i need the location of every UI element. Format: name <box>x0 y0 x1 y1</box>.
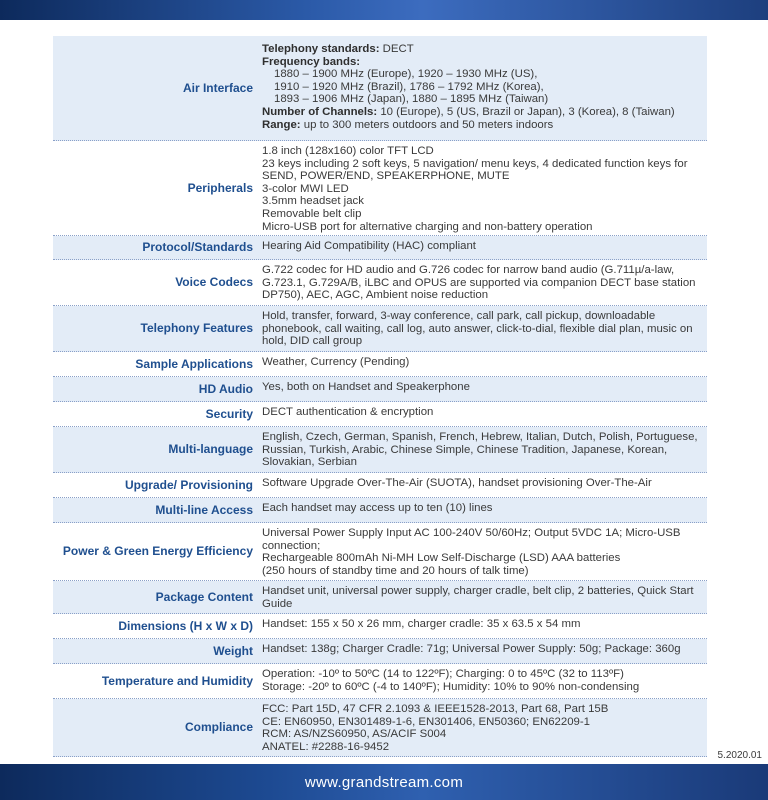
version-number: 5.2020.01 <box>717 750 762 761</box>
range-value: up to 300 meters outdoors and 50 meters indoors <box>300 118 554 131</box>
spec-value: Each handset may access up to ten (10) lines <box>262 502 493 514</box>
top-banner <box>0 0 768 20</box>
spec-row-voice-codecs <box>53 260 707 306</box>
band-line: 1880 – 1900 MHz (Europe), 1920 – 1930 MHz (US), <box>274 68 538 81</box>
spec-row-temperature <box>53 664 707 699</box>
spec-row-multi-language <box>53 427 707 473</box>
spec-label: Weight <box>213 643 253 658</box>
spec-row-power <box>53 523 707 581</box>
spec-row-weight <box>53 639 707 664</box>
band-line: 1893 – 1906 MHz (Japan), 1880 – 1895 MHz (Taiwan) <box>274 93 549 106</box>
spec-label: Package Content <box>155 589 253 604</box>
spec-value: Hold, transfer, forward, 3-way conference, call park, call pickup, downloadable phonebook, call waiting, call log, auto answer, click-to-dial, flexible dial plan, music on hold, DID call group <box>262 310 693 348</box>
spec-label: Multi-language <box>168 442 253 457</box>
spec-value: Universal Power Supply Input AC 100-240V 50/60Hz; Output 5VDC 1A; Micro-USB connection; Rechargeable 800mAh Ni-MH Low Self-Discharge (LSD) AAA batteries (250 hours of standby time and 20 hours of talk time) <box>262 527 681 577</box>
spec-label: Voice Codecs <box>175 275 253 290</box>
spec-row-protocol <box>53 236 707 260</box>
spec-row-multi-line <box>53 498 707 523</box>
spec-value: DECT authentication & encryption <box>262 406 434 418</box>
spec-label: Telephony Features <box>140 321 253 336</box>
range-key: Range: <box>262 118 301 131</box>
spec-row-hd-audio <box>53 377 707 402</box>
spec-table <box>53 36 707 757</box>
spec-label: Dimensions (H x W x D) <box>118 618 253 633</box>
spec-value: Handset: 155 x 50 x 26 mm, charger cradle: 35 x 63.5 x 54 mm <box>262 618 581 630</box>
spec-value: English, Czech, German, Spanish, French, Hebrew, Italian, Dutch, Polish, Portuguese, Russian, Turkish, Arabic, Chinese Simple, Chinese Tradition, Japanese, Korean, Slovakian, Serbian <box>262 431 698 469</box>
spec-label: Security <box>205 406 253 421</box>
standards-value: DECT <box>379 43 414 55</box>
spec-value <box>258 36 707 140</box>
spec-row-air-interface <box>53 36 707 141</box>
spec-row-compliance <box>53 699 707 757</box>
spec-value: Weather, Currency (Pending) <box>262 356 410 368</box>
spec-value: Hearing Aid Compatibility (HAC) compliant <box>262 240 476 252</box>
spec-value: 1.8 inch (128x160) color TFT LCD 23 keys including 2 soft keys, 5 navigation/ menu keys, 4 dedicated function keys for SEND, POWER/END, SPEAKERPHONE, MUTE 3-color MWI LED 3.5mm headset jack Removable belt clip Micro-USB port for alternative charging and non-battery operation <box>262 145 688 233</box>
spec-label: Air Interface <box>182 80 253 95</box>
spec-row-sample-applications <box>53 352 707 377</box>
footer-banner <box>0 764 768 800</box>
standards-key: Telephony standards: <box>262 43 380 55</box>
spec-label: Upgrade/ Provisioning <box>124 477 253 492</box>
spec-value: Handset unit, universal power supply, charger cradle, belt clip, 2 batteries, Quick Start Guide <box>262 585 694 610</box>
spec-label: Protocol/Standards <box>142 240 253 255</box>
spec-label: Peripherals <box>187 180 253 195</box>
spec-label: Multi-line Access <box>155 502 253 517</box>
spec-label: HD Audio <box>198 381 253 396</box>
spec-row-dimensions <box>53 614 707 639</box>
spec-row-telephony-features <box>53 306 707 352</box>
spec-row-peripherals <box>53 141 707 236</box>
spec-value: FCC: Part 15D, 47 CFR 2.1093 & IEEE1528-2013, Part 68, Part 15B CE: EN60950, EN301489-1-6, EN301406, EN50360; EN62209-1 RCM: AS/NZS60950, AS/ACIF S004 ANATEL: #2288-16-9452 <box>262 703 609 753</box>
spec-value: G.722 codec for HD audio and G.726 codec for narrow band audio (G.711µ/a-law, G.723.1, G.729A/B, iLBC and OPUS are supported via companion DECT base station DP750), AEC, AGC, Ambient noise reduction <box>262 264 696 302</box>
spec-value: Handset: 138g; Charger Cradle: 71g; Universal Power Supply: 50g; Package: 360g <box>262 643 681 655</box>
spec-label: Sample Applications <box>135 356 253 371</box>
spec-row-security <box>53 402 707 427</box>
spec-value: Yes, both on Handset and Speakerphone <box>262 381 470 393</box>
channels-key: Number of Channels: <box>262 105 378 118</box>
spec-label: Temperature and Humidity <box>101 673 253 688</box>
spec-row-package <box>53 581 707 614</box>
spec-label: Compliance <box>184 720 253 735</box>
spec-value: Software Upgrade Over-The-Air (SUOTA), handset provisioning Over-The-Air <box>262 477 652 489</box>
spec-row-upgrade <box>53 473 707 498</box>
spec-value: Operation: -10º to 50ºC (14 to 122ºF); Charging: 0 to 45ºC (32 to 113ºF) Storage: -20º to 60ºC (-4 to 140ºF); Humidity: 10% to 90% non-condensing <box>262 668 640 693</box>
channels-value: 10 (Europe), 5 (US, Brazil or Japan), 3 (Korea), 8 (Taiwan) <box>377 105 675 118</box>
footer-url[interactable]: www.grandstream.com <box>304 773 464 791</box>
spec-label: Power & Green Energy Efficiency <box>62 544 253 559</box>
band-line: 1910 – 1920 MHz (Brazil), 1786 – 1792 MHz (Korea), <box>274 80 544 93</box>
bands-key: Frequency bands: <box>262 55 361 68</box>
